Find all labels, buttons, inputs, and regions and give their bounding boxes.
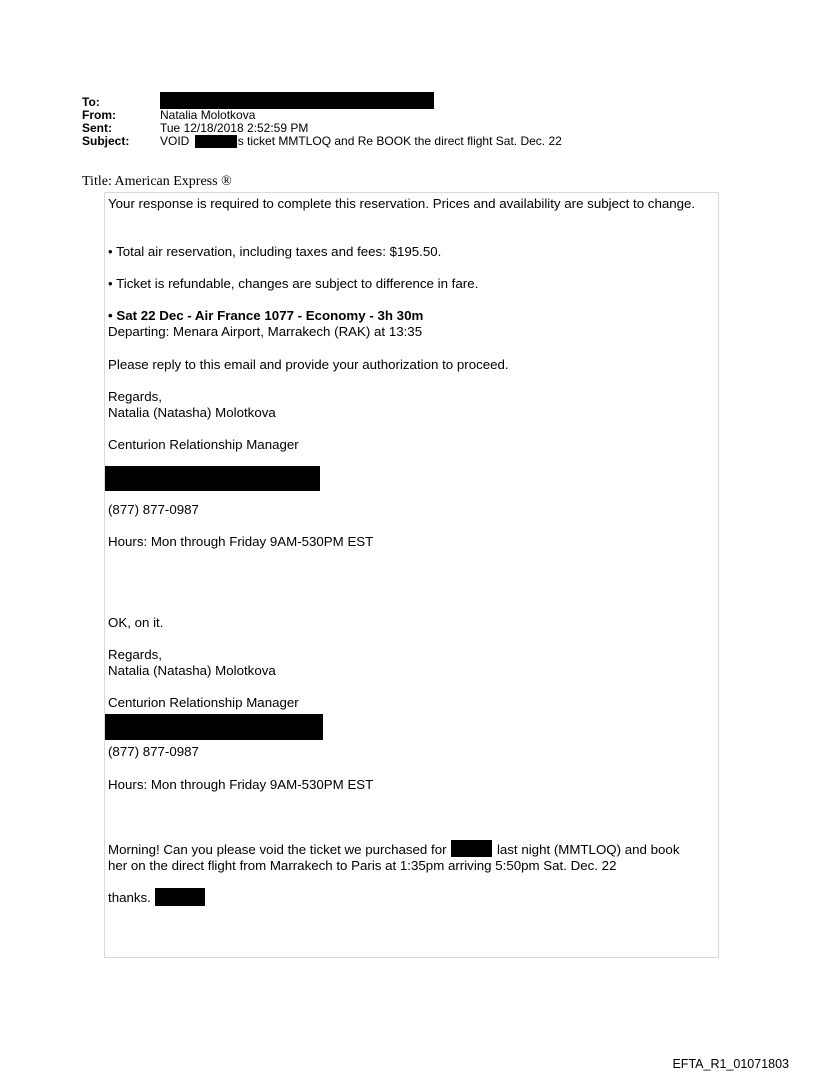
thanks-text: thanks. bbox=[108, 890, 151, 905]
subject-row bbox=[82, 135, 562, 148]
redaction-box bbox=[451, 840, 492, 857]
request-line-2: her on the direct flight from Marrakech to Paris at 1:35pm arriving 5:50pm Sat. Dec. 22 bbox=[108, 858, 617, 873]
signature-role: Centurion Relationship Manager bbox=[108, 437, 299, 452]
subject-label: Subject: bbox=[82, 134, 130, 148]
signature-name: Natalia (Natasha) Molotkova bbox=[108, 405, 276, 420]
thanks-line bbox=[108, 890, 205, 906]
redaction-box bbox=[105, 466, 320, 491]
subject-suffix: s ticket MMTLOQ and Re BOOK the direct flight Sat. Dec. 22 bbox=[237, 133, 562, 148]
subject-prefix: VOID bbox=[160, 133, 190, 148]
to-label: To: bbox=[82, 95, 100, 109]
redaction-box bbox=[195, 135, 237, 148]
request-text-end: last night (MMTLOQ) and book bbox=[496, 842, 680, 857]
sent-value: Tue 12/18/2018 2:52:59 PM bbox=[160, 121, 309, 135]
signature-role: Centurion Relationship Manager bbox=[108, 695, 299, 710]
request-line-1 bbox=[108, 842, 679, 858]
title-line: Title: American Express ® bbox=[82, 174, 232, 189]
request-text-start: Morning! Can you please void the ticket we purchased for bbox=[108, 842, 447, 857]
subject-value bbox=[160, 135, 562, 148]
departing-line: Departing: Menara Airport, Marrakech (RAK) at 13:35 bbox=[108, 324, 423, 339]
redaction-box bbox=[160, 92, 434, 109]
document-id: EFTA_R1_01071803 bbox=[672, 1057, 789, 1071]
email-header bbox=[82, 96, 562, 148]
reply-request: Please reply to this email and provide your authorization to proceed. bbox=[108, 357, 509, 372]
from-value: Natalia Molotkova bbox=[160, 108, 256, 122]
message-body bbox=[104, 192, 719, 958]
from-label: From: bbox=[82, 108, 116, 122]
office-hours: Hours: Mon through Friday 9AM-530PM EST bbox=[108, 534, 374, 549]
signature-name: Natalia (Natasha) Molotkova bbox=[108, 663, 276, 678]
redaction-box bbox=[155, 888, 205, 906]
to-row bbox=[82, 96, 562, 109]
from-row bbox=[82, 109, 562, 122]
intro-text: Your response is required to complete this reservation. Prices and availability are subject to change. bbox=[108, 196, 696, 211]
phone-number: (877) 877-0987 bbox=[108, 502, 199, 517]
bullet-total: • Total air reservation, including taxes and fees: $195.50. bbox=[108, 244, 442, 259]
phone-number: (877) 877-0987 bbox=[108, 744, 199, 759]
regards-line: Regards, bbox=[108, 389, 162, 404]
sent-label: Sent: bbox=[82, 121, 112, 135]
redaction-box bbox=[105, 714, 323, 740]
bullet-refund: • Ticket is refundable, changes are subject to difference in fare. bbox=[108, 276, 479, 291]
office-hours: Hours: Mon through Friday 9AM-530PM EST bbox=[108, 777, 374, 792]
ok-line: OK, on it. bbox=[108, 615, 164, 630]
bullet-flight: • Sat 22 Dec - Air France 1077 - Economy - 3h 30m bbox=[108, 308, 424, 323]
regards-line: Regards, bbox=[108, 647, 162, 662]
